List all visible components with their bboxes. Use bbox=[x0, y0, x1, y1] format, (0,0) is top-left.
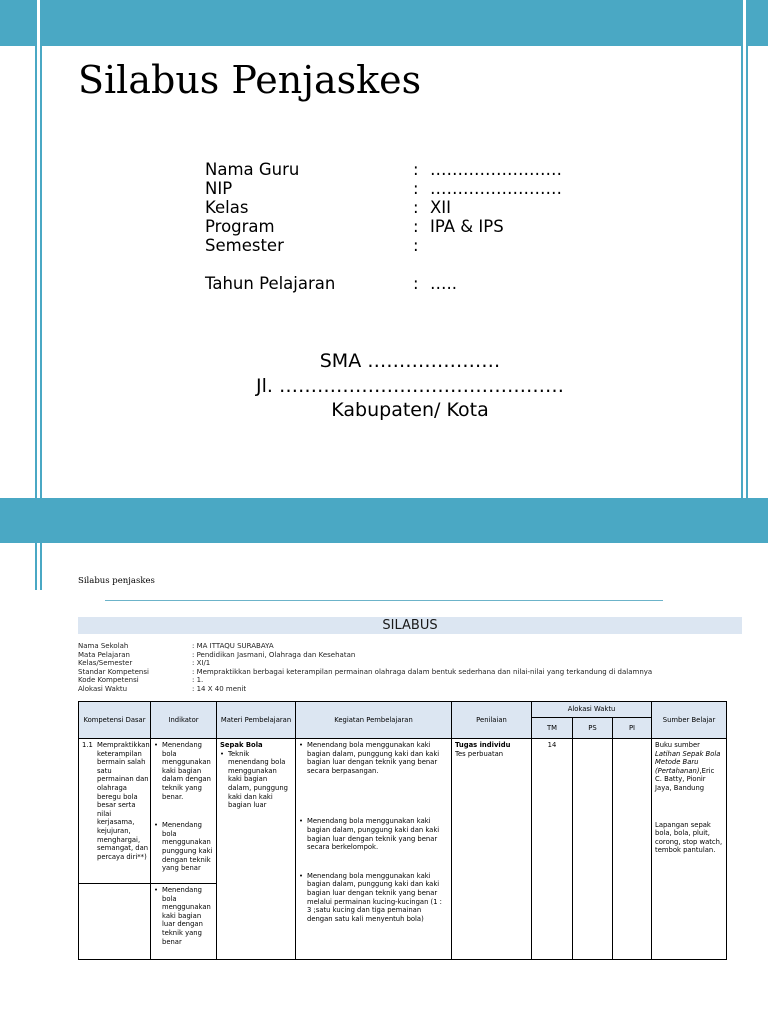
meta-value: : MA ITTAQU SURABAYA bbox=[192, 642, 274, 650]
bullet-icon: • bbox=[299, 817, 304, 826]
meta-value: : Pendidikan Jasmani, Olahraga dan Kesehatan bbox=[192, 650, 356, 659]
cell-indikator bbox=[151, 884, 217, 960]
cell-kompetensi bbox=[79, 739, 151, 884]
kegiatan-item: Menendang bola menggunakan kaki bagian dalam, punggung kaki dan kaki bagian luar dengan teknik yang benar secara berkelompok. bbox=[307, 817, 440, 852]
kegiatan-item: Menendang bola menggunakan kaki bagian dalam, punggung kaki dan kaki bagian luar dengan teknik yang benar melalui permainan kucing-kucingan (1 : 3 ;satu kucing dan tiga pemainan dengan satu kali menyentuh bola) bbox=[307, 871, 442, 923]
bullet-icon: • bbox=[154, 886, 159, 894]
meta-value: : Mempraktikkan berbagai keterampilan permainan olahraga dalam bentuk sederhana dan nilai-nilai yang terkandung di dalamnya bbox=[192, 667, 653, 676]
sumber-book-label: Buku sumber bbox=[655, 741, 700, 749]
meta-label: Alokasi Waktu bbox=[78, 684, 128, 693]
cell-sumber bbox=[652, 739, 727, 960]
field-value: …………………… bbox=[430, 179, 562, 198]
field-colon: : bbox=[413, 217, 419, 236]
materi-item: Teknik menendang bola menggunakan kaki bagian dalam, punggung kaki dan kaki bagian luar bbox=[228, 749, 288, 810]
kompetensi-text: Mempraktikkan keterampilan bermain salah satu permainan dan olahraga beregu bola besar serta nilai kerjasama, kejujuran, menghargai, semangat, dan percaya diri**) bbox=[97, 741, 150, 861]
sumber-book-title: Latihan Sepak Bola Metode Baru (Pertahanan) bbox=[655, 749, 721, 775]
kompetensi-number: 1.1 bbox=[82, 741, 93, 749]
meta-label: Standar Kompetensi bbox=[78, 667, 149, 676]
cell-materi bbox=[217, 739, 296, 960]
field-value: IPA & IPS bbox=[430, 217, 504, 236]
meta-label: Mata Pelajaran bbox=[78, 650, 130, 659]
penilaian-title: Tugas individu bbox=[455, 741, 511, 749]
materi-title: Sepak Bola bbox=[220, 741, 263, 749]
cell-ps bbox=[573, 739, 613, 960]
cell-pi bbox=[613, 739, 652, 960]
field-colon: : bbox=[413, 160, 419, 179]
field-label: Kelas bbox=[205, 198, 249, 217]
bullet-icon: • bbox=[299, 741, 304, 749]
cell-kompetensi-empty bbox=[79, 884, 151, 960]
bullet-icon: • bbox=[299, 871, 304, 880]
field-label: Nama Guru bbox=[205, 160, 300, 179]
col-header-sumber: Sumber Belajar bbox=[652, 702, 727, 739]
right-border-line bbox=[741, 0, 748, 543]
sumber-equipment: Lapangan sepak bola, bola, pluit, corong, stop watch, tembok pantulan. bbox=[655, 820, 723, 855]
bullet-icon: • bbox=[154, 741, 159, 749]
field-value: XII bbox=[430, 198, 452, 217]
cell-indikator bbox=[151, 739, 217, 884]
col-header-materi: Materi Pembelajaran bbox=[217, 702, 296, 739]
col-header-penilaian: Penilaian bbox=[452, 702, 532, 739]
cell-tm bbox=[532, 739, 573, 960]
penilaian-text: Tes perbuatan bbox=[455, 749, 504, 758]
field-label: Semester bbox=[205, 236, 284, 255]
kegiatan-item: Menendang bola menggunakan kaki bagian dalam, punggung kaki dan kaki bagian luar dengan teknik yang benar secara berpasangan. bbox=[307, 741, 440, 775]
field-colon: : bbox=[413, 274, 419, 293]
meta-label: Nama Sekolah bbox=[78, 642, 129, 650]
cell-kegiatan bbox=[296, 739, 452, 960]
field-label: Tahun Pelajaran bbox=[205, 274, 336, 293]
bullet-icon: • bbox=[220, 749, 225, 758]
field-colon: : bbox=[413, 198, 419, 217]
table-header-row bbox=[79, 702, 727, 718]
field-colon: : bbox=[413, 179, 419, 198]
field-label: Program bbox=[205, 217, 275, 236]
col-header-pi: PI bbox=[613, 718, 652, 739]
col-header-kompetensi: Kompetensi Dasar bbox=[79, 702, 151, 739]
col-header-kegiatan: Kegiatan Pembelajaran bbox=[296, 702, 452, 739]
meta-value: : 14 X 40 menit bbox=[192, 684, 247, 693]
meta-value: : 1. bbox=[192, 676, 204, 685]
meta-label: Kelas/Semester bbox=[78, 659, 133, 668]
cover-title: Silabus Penjaskes bbox=[78, 58, 422, 102]
school-city: Kabupaten/ Kota bbox=[331, 399, 489, 421]
field-value: …………………… bbox=[430, 160, 562, 179]
bottom-banner bbox=[0, 498, 768, 543]
meta-value: : XI/1 bbox=[192, 659, 211, 668]
school-name: SMA ………………… bbox=[319, 350, 501, 372]
bullet-icon: • bbox=[154, 821, 159, 830]
col-header-tm: TM bbox=[532, 718, 573, 739]
silabus-table bbox=[78, 701, 727, 960]
indikator-item: Menendang bola menggunakan kaki bagian luar dengan teknik yang benar bbox=[162, 886, 211, 946]
field-label: NIP bbox=[205, 179, 233, 198]
top-banner bbox=[0, 0, 768, 46]
indikator-item: Menendang bola menggunakan punggung kaki dengan teknik yang benar bbox=[162, 821, 213, 873]
col-header-alokasi: Alokasi Waktu bbox=[532, 702, 652, 718]
meta-label: Kode Kompetensi bbox=[78, 676, 139, 685]
silabus-heading: SILABUS bbox=[78, 617, 742, 634]
field-colon: : bbox=[413, 236, 419, 255]
col-header-indikator: Indikator bbox=[151, 702, 217, 739]
sumber-book-author: ,Eric C. Batty, Pionir Jaya, Bandung bbox=[655, 766, 715, 792]
table-row bbox=[79, 739, 727, 884]
cell-penilaian bbox=[452, 739, 532, 960]
header-divider bbox=[105, 600, 663, 601]
indikator-item: Menendang bola menggunakan kaki bagian dalam dengan teknik yang benar. bbox=[162, 741, 211, 801]
tm-value: 14 bbox=[547, 741, 557, 749]
col-header-ps: PS bbox=[573, 718, 613, 739]
page-header: Silabus penjaskes bbox=[78, 576, 155, 586]
school-address: Jl. ……………………………………… bbox=[256, 375, 564, 397]
field-value: ….. bbox=[430, 274, 457, 293]
